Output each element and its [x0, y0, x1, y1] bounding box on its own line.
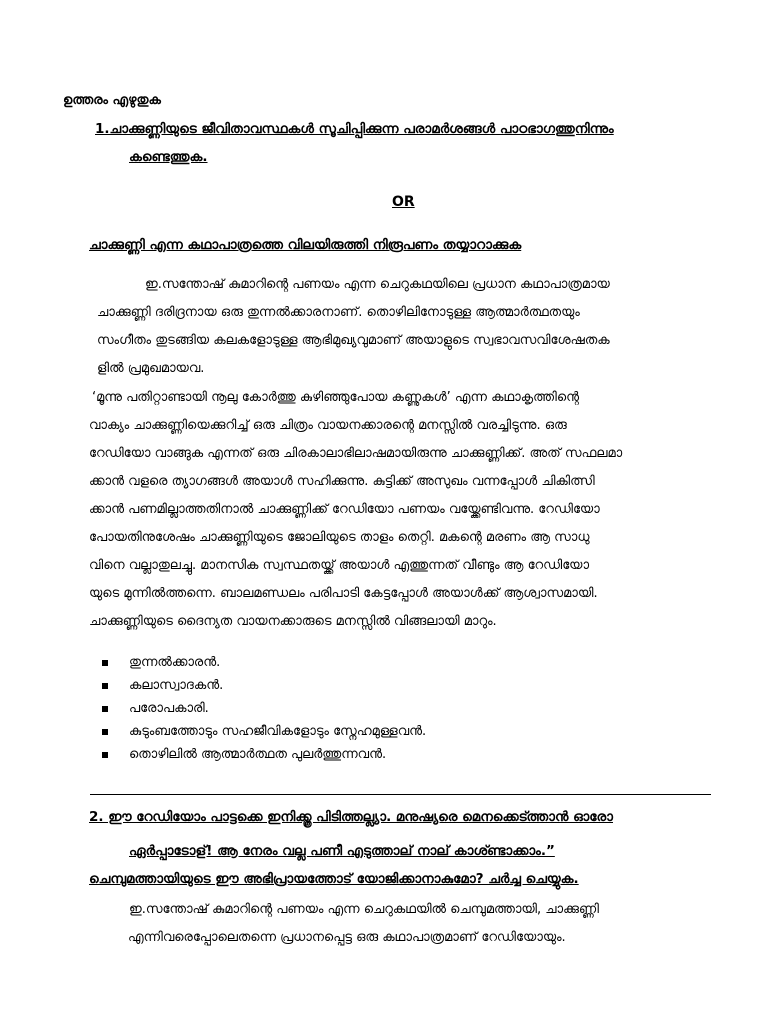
question-1-alternative: ചാക്കുണ്ണി എന്ന കഥാപാത്രത്തെ വിലയിരുത്തി നിരൂപണം തയ്യാറാക്കുക	[89, 237, 522, 253]
paragraph-line: ഇ.സന്തോഷ് കുമാറിന്റെ പണയം എന്ന ചെറുകഥയിൽ ചെമ്പുമത്തായി, ചാക്കുണ്ണി	[129, 902, 599, 917]
paragraph-line: വിനെ വല്ലാതുലച്ചു. മാനസിക സ്വസ്ഥതയ്ക്ക് അയാൾ എത്തുന്നത് വീണ്ടും ആ റേഡിയോ	[89, 558, 590, 573]
question-2-line-1: 2. ഈ റേഡിയോം പാട്ടക്കെ ഇനിക്ക്ത്ര പിടിത്തല്ല്യാ. മനുഷ്യരെ മെനക്കെട്ത്താൻ ഓരോ	[89, 809, 613, 825]
section-heading: ഉത്തരം എഴുതുക	[63, 93, 161, 108]
paragraph-line: ‘മൂന്നു പതിറ്റാണ്ടായി നൂലു കോർത്തു കുഴിഞ്ഞുപോയ കണ്ണുകൾ’ എന്ന കഥാകൃത്തിന്റെ	[92, 390, 580, 405]
paragraph-line: പോയതിനുശേഷം ചാക്കുണ്ണിയുടെ ജോലിയുടെ താളം തെറ്റി. മകന്റെ മരണം ആ സാധു	[89, 530, 590, 545]
answer-paragraph-1	[97, 271, 717, 383]
question-2-line-2: ഏർപ്പാടോള്! ആ നേരം വല്ല പണീ എടുത്താല് നാല് കാശ്ണ്ടാക്കാം.”	[129, 843, 555, 859]
list-item: തുന്നൽക്കാരൻ.	[96, 651, 426, 674]
paragraph-line: ചാക്കുണ്ണി ദരിദ്രനായ ഒരു തുന്നൽക്കാരനാണ്. തൊഴിലിനോടുള്ള ആത്മാർത്ഥതയും	[97, 305, 580, 320]
answer-paragraph-2	[89, 384, 719, 636]
paragraph-line: ക്കാൻ വളരെ ത്യാഗങ്ങൾ അയാൾ സഹിക്കുന്നു. കുട്ടിക്ക് അസുഖം വന്നപ്പോൾ ചികിത്സി	[89, 474, 595, 489]
paragraph-line: ചാക്കുണ്ണിയുടെ ദൈന്യത വായനക്കാരുടെ മനസ്സിൽ വിങ്ങലായി മാറും.	[89, 614, 497, 629]
list-item: കലാസ്വാദകൻ.	[96, 674, 426, 697]
question-1-line-2: കണ്ടെത്തുക.	[129, 149, 208, 165]
trait-bullet-list	[96, 651, 426, 766]
question-2-line-3: ചെമ്പുമത്തായിയുടെ ഈ അഭിപ്രായത്തോട് യോജിക്കാനാകുമോ? ചർച്ച ചെയ്യുക.	[89, 871, 579, 887]
paragraph-line: ഇ.സന്തോഷ് കുമാറിന്റെ പണയം എന്ന ചെറുകഥയിലെ പ്രധാന കഥാപാത്രമായ	[145, 277, 610, 292]
paragraph-line: ക്കാൻ പണമില്ലാത്തതിനാൽ ചാക്കുണ്ണിക്ക് റേഡിയോ പണയം വയ്ക്കേണ്ടിവന്നു. റേഡിയോ	[89, 502, 600, 517]
paragraph-line: റേഡിയോ വാങ്ങുക എന്നത് ഒരു ചിരകാലാഭിലാഷമായിരുന്നു ചാക്കുണ്ണിക്ക്. അത് സഫലമാ	[89, 446, 623, 461]
answer-paragraph-3	[129, 896, 729, 952]
list-item: പരോപകാരി.	[96, 697, 426, 720]
or-separator: OR	[392, 194, 415, 210]
paragraph-line: എന്നിവരെപ്പോലെതന്നെ പ്രധാനപ്പെട്ട ഒരു കഥാപാത്രമാണ് റേഡിയോയും.	[128, 930, 566, 945]
question-1-line-1: 1.ചാക്കുണ്ണിയുടെ ജീവിതാവസ്ഥകൾ സൂചിപ്പിക്കുന്ന പരാമർശങ്ങൾ പാഠഭാഗത്തുനിന്നും	[95, 121, 614, 137]
list-item: കുടുംബത്തോടും സഹജീവികളോടും സ്നേഹമുള്ളവൻ.	[96, 720, 426, 743]
list-item: തൊഴിലിൽ ആത്മാർത്ഥത പുലർത്തുന്നവൻ.	[96, 743, 426, 766]
paragraph-line: സംഗീതം തുടങ്ങിയ കലകളോടുള്ള ആഭിമുഖ്യവുമാണ് അയാളുടെ സ്വഭാവസവിശേഷതക	[97, 333, 610, 348]
paragraph-line: യുടെ മുന്നിൽത്തന്നെ. ബാലമണ്ഡലം പരിപാടി കേട്ടപ്പോൾ അയാൾക്ക് ആശ്വാസമായി.	[89, 586, 598, 601]
paragraph-line: വാക്യം ചാക്കുണ്ണിയെക്കുറിച്ച് ഒരു ചിത്രം വായനക്കാരന്റെ മനസ്സിൽ വരച്ചിടുന്നു. ഒരു	[89, 418, 567, 433]
paragraph-line: ളിൽ പ്രമുഖമായവ.	[97, 361, 205, 376]
horizontal-divider	[90, 794, 711, 795]
